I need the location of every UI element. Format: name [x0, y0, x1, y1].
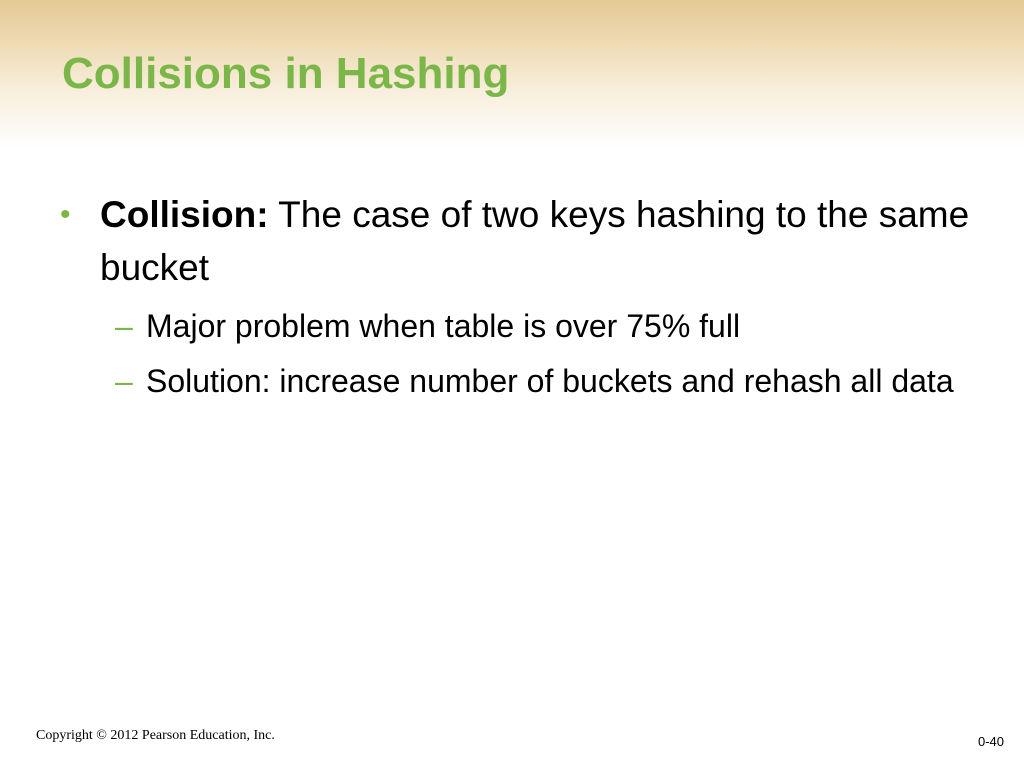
- bullet-term: Collision:: [100, 194, 269, 235]
- dash-icon: –: [115, 363, 133, 399]
- footer-copyright: Copyright © 2012 Pearson Education, Inc.: [36, 728, 275, 743]
- sub-bullet-text: Solution: increase number of buckets and rehash all data: [146, 363, 954, 399]
- page-number: 0-40: [977, 734, 1004, 749]
- bullet-item: [60, 188, 990, 294]
- slide-title: Collisions in Hashing: [62, 49, 510, 98]
- sub-bullet-item: [115, 302, 990, 350]
- dash-icon: –: [115, 308, 133, 344]
- sub-bullet-item: [115, 357, 990, 405]
- sub-bullet-list: [60, 302, 990, 405]
- slide-body: [60, 188, 990, 412]
- bullet-dot-icon: •: [60, 198, 71, 231]
- bullet-text: The case of two keys hashing to the same bucket: [100, 194, 970, 288]
- sub-bullet-text: Major problem when table is over 75% full: [146, 308, 741, 344]
